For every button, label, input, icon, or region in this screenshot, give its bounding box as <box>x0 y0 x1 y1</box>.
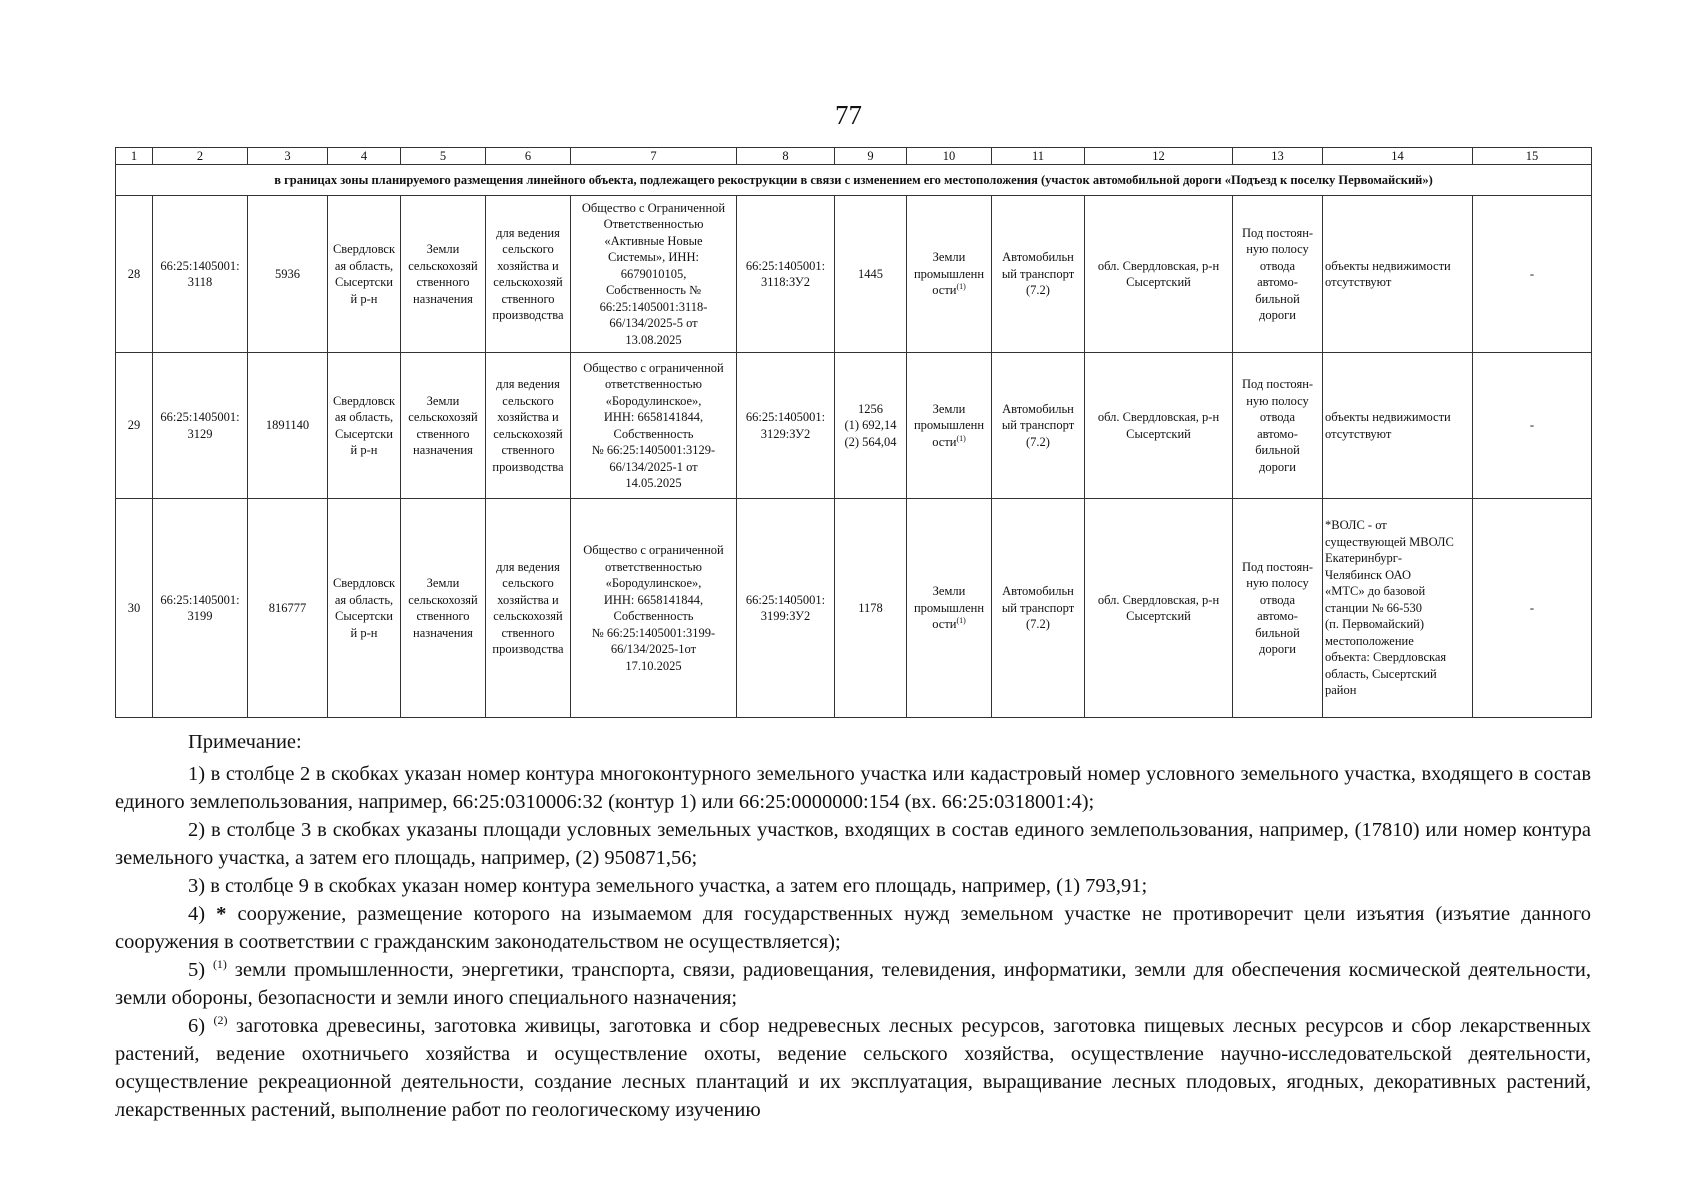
land-plots-table <box>115 147 1592 718</box>
cell-new-area: 1445 <box>835 196 907 353</box>
cell-location: обл. Свердловская, р-н Сысертский <box>1085 353 1233 499</box>
cell-owner: Общество с Ограниченной Ответственностью «Активные Новые Системы», ИНН: 6679010105, Собственность № 66:25:1405001:3118- 66/134/2025-5 от 13.08.2025 <box>571 196 737 353</box>
note-4-prefix: 4) <box>188 903 217 925</box>
cell-permitted-use: для ведения сельского хозяйства и сельскохозяй ственного производства <box>486 499 571 718</box>
cell-new-area: 1256 (1) 692,14 (2) 564,04 <box>835 353 907 499</box>
notes-title: Примечание: <box>188 731 302 753</box>
table-row <box>116 353 1592 499</box>
note-5-text: земли промышленности, энергетики, транспорта, связи, радиовещания, телевидения, информатики, земли для обеспечения космической деятельности, земли обороны, безопасности и земли иного специального назначения; <box>115 959 1592 1009</box>
cell-land-category: Земли сельскохозяй ственного назначения <box>401 499 486 718</box>
note-6-text: заготовка древесины, заготовка живицы, заготовка и сбор недревесных лесных ресурсов, заготовка пищевых лесных ресурсов и сбор лекарственных растений, ведение охотничьего хозяйства и осуществление охоты, ведение сельского хозяйства, осуществление научно-исследовательской деятельности, осуществление рекреационной деятельности, создание лесных плантаций и их эксплуатация, выращивание лесных плодовых, ягодных, декоративных растений, лекарственных растений, выполнение работ по геологическому изучению <box>115 1015 1591 1121</box>
cell-new-plot-number: 66:25:1405001: 3199:ЗУ2 <box>737 499 835 718</box>
footnote-mark: (2) <box>213 1013 228 1028</box>
cell-new-plot-number: 66:25:1405001: 3118:ЗУ2 <box>737 196 835 353</box>
note-4 <box>115 900 1591 956</box>
footnote-mark: (1) <box>956 433 966 443</box>
cell-number: 28 <box>116 196 153 353</box>
column-number: 14 <box>1323 148 1473 165</box>
cell-notes: - <box>1473 196 1592 353</box>
note-6-prefix: 6) <box>188 1015 214 1037</box>
asterisk-mark: * <box>216 903 227 925</box>
cell-purpose: Под постоян- ную полосу отвода автомо- бильной дороги <box>1233 499 1323 718</box>
column-number: 1 <box>116 148 153 165</box>
cell-address: Свердловск ая область, Сысертски й р-н <box>328 499 401 718</box>
table-row <box>116 196 1592 353</box>
cell-owner: Общество с ограниченной ответственностью «Бородулинское», ИНН: 6658141844, Собственность № 66:25:1405001:3199- 66/134/2025-1от 17.10.2025 <box>571 499 737 718</box>
cell-purpose: Под постоян- ную полосу отвода автомо- бильной дороги <box>1233 353 1323 499</box>
column-number: 8 <box>737 148 835 165</box>
cell-area: 816777 <box>248 499 328 718</box>
new-category-text: Земли промышленн ости <box>913 250 985 298</box>
note-4-text: сооружение, размещение которого на изымаемом для государственных нужд земельном участке не противоречит цели изъятия (изъятие данного сооружения в соответствии с гражданским законодательством не осуществляется); <box>115 903 1592 953</box>
note-1: 1) в столбце 2 в скобках указан номер контура многоконтурного земельного участка или кадастровый номер условного земельного участка, входящего в состав единого землепользования, например, 66:25:0310006:32 (контур 1) или 66:25:0000000:154 (вх. 66:25:0318001:4); <box>115 763 1591 813</box>
note-5 <box>115 956 1591 1012</box>
cell-new-plot-number: 66:25:1405001: 3129:ЗУ2 <box>737 353 835 499</box>
cell-cadastral-number: 66:25:1405001: 3129 <box>153 353 248 499</box>
column-number: 11 <box>992 148 1085 165</box>
cell-location: обл. Свердловская, р-н Сысертский <box>1085 499 1233 718</box>
column-number: 10 <box>907 148 992 165</box>
cell-address: Свердловск ая область, Сысертски й р-н <box>328 353 401 499</box>
column-number: 7 <box>571 148 737 165</box>
new-category-text: Земли промышленн ости <box>913 584 985 632</box>
cell-permitted-use: для ведения сельского хозяйства и сельскохозяй ственного производства <box>486 196 571 353</box>
cell-location: обл. Свердловская, р-н Сысертский <box>1085 196 1233 353</box>
column-number: 12 <box>1085 148 1233 165</box>
column-number: 2 <box>153 148 248 165</box>
cell-land-category: Земли сельскохозяй ственного назначения <box>401 196 486 353</box>
cell-new-category <box>907 499 992 718</box>
cell-area: 1891140 <box>248 353 328 499</box>
section-header-row <box>116 165 1592 196</box>
cell-number: 29 <box>116 353 153 499</box>
cell-real-estate: объекты недвижимости отсутствуют <box>1323 196 1473 353</box>
table-row <box>116 499 1592 718</box>
cell-land-category: Земли сельскохозяй ственного назначения <box>401 353 486 499</box>
column-number: 6 <box>486 148 571 165</box>
cell-owner: Общество с ограниченной ответственностью «Бородулинское», ИНН: 6658141844, Собственность № 66:25:1405001:3129- 66/134/2025-1 от 14.05.2025 <box>571 353 737 499</box>
cell-new-category <box>907 196 992 353</box>
note-5-prefix: 5) <box>188 959 213 981</box>
cell-address: Свердловск ая область, Сысертски й р-н <box>328 196 401 353</box>
cell-cadastral-number: 66:25:1405001: 3199 <box>153 499 248 718</box>
cell-permitted-use: для ведения сельского хозяйства и сельскохозяй ственного производства <box>486 353 571 499</box>
cell-number: 30 <box>116 499 153 718</box>
note-6 <box>115 1012 1591 1124</box>
note-2: 2) в столбце 3 в скобках указаны площади условных земельных участков, входящих в состав единого землепользования, например, (17810) или номер контура земельного участка, а затем его площадь, например, (2) 950871,56; <box>115 819 1591 869</box>
cell-new-use: Автомобильн ый транспорт (7.2) <box>992 353 1085 499</box>
cell-new-use: Автомобильн ый транспорт (7.2) <box>992 196 1085 353</box>
column-number: 9 <box>835 148 907 165</box>
column-number: 15 <box>1473 148 1592 165</box>
notes-section <box>115 728 1591 1124</box>
cell-new-category <box>907 353 992 499</box>
cell-notes: - <box>1473 353 1592 499</box>
cell-new-use: Автомобильн ый транспорт (7.2) <box>992 499 1085 718</box>
cell-real-estate: *ВОЛС - от существующей МВОЛС Екатеринбург- Челябинск ОАО «МТС» до базовой станции № 66-530 (п. Первомайский) местоположение объекта: Свердловская область, Сысертский район <box>1323 499 1473 718</box>
column-number: 13 <box>1233 148 1323 165</box>
footnote-mark: (1) <box>956 616 966 626</box>
cell-new-area: 1178 <box>835 499 907 718</box>
section-title: в границах зоны планируемого размещения линейного объекта, подлежащего рекострукции в связи с изменением его местоположения (участок автомобильной дороги «Подъезд к поселку Первомайский») <box>116 165 1592 196</box>
column-number: 4 <box>328 148 401 165</box>
cell-real-estate: объекты недвижимости отсутствуют <box>1323 353 1473 499</box>
column-number: 3 <box>248 148 328 165</box>
cell-notes: - <box>1473 499 1592 718</box>
footnote-mark: (1) <box>212 957 227 972</box>
column-number-row <box>116 148 1592 165</box>
footnote-mark: (1) <box>956 282 966 292</box>
new-category-text: Земли промышленн ости <box>913 401 985 449</box>
cell-purpose: Под постоян- ную полосу отвода автомо- бильной дороги <box>1233 196 1323 353</box>
page-number: 77 <box>835 100 862 130</box>
cell-cadastral-number: 66:25:1405001: 3118 <box>153 196 248 353</box>
note-3: 3) в столбце 9 в скобках указан номер контура земельного участка, а затем его площадь, например, (1) 793,91; <box>188 875 1148 897</box>
cell-area: 5936 <box>248 196 328 353</box>
column-number: 5 <box>401 148 486 165</box>
